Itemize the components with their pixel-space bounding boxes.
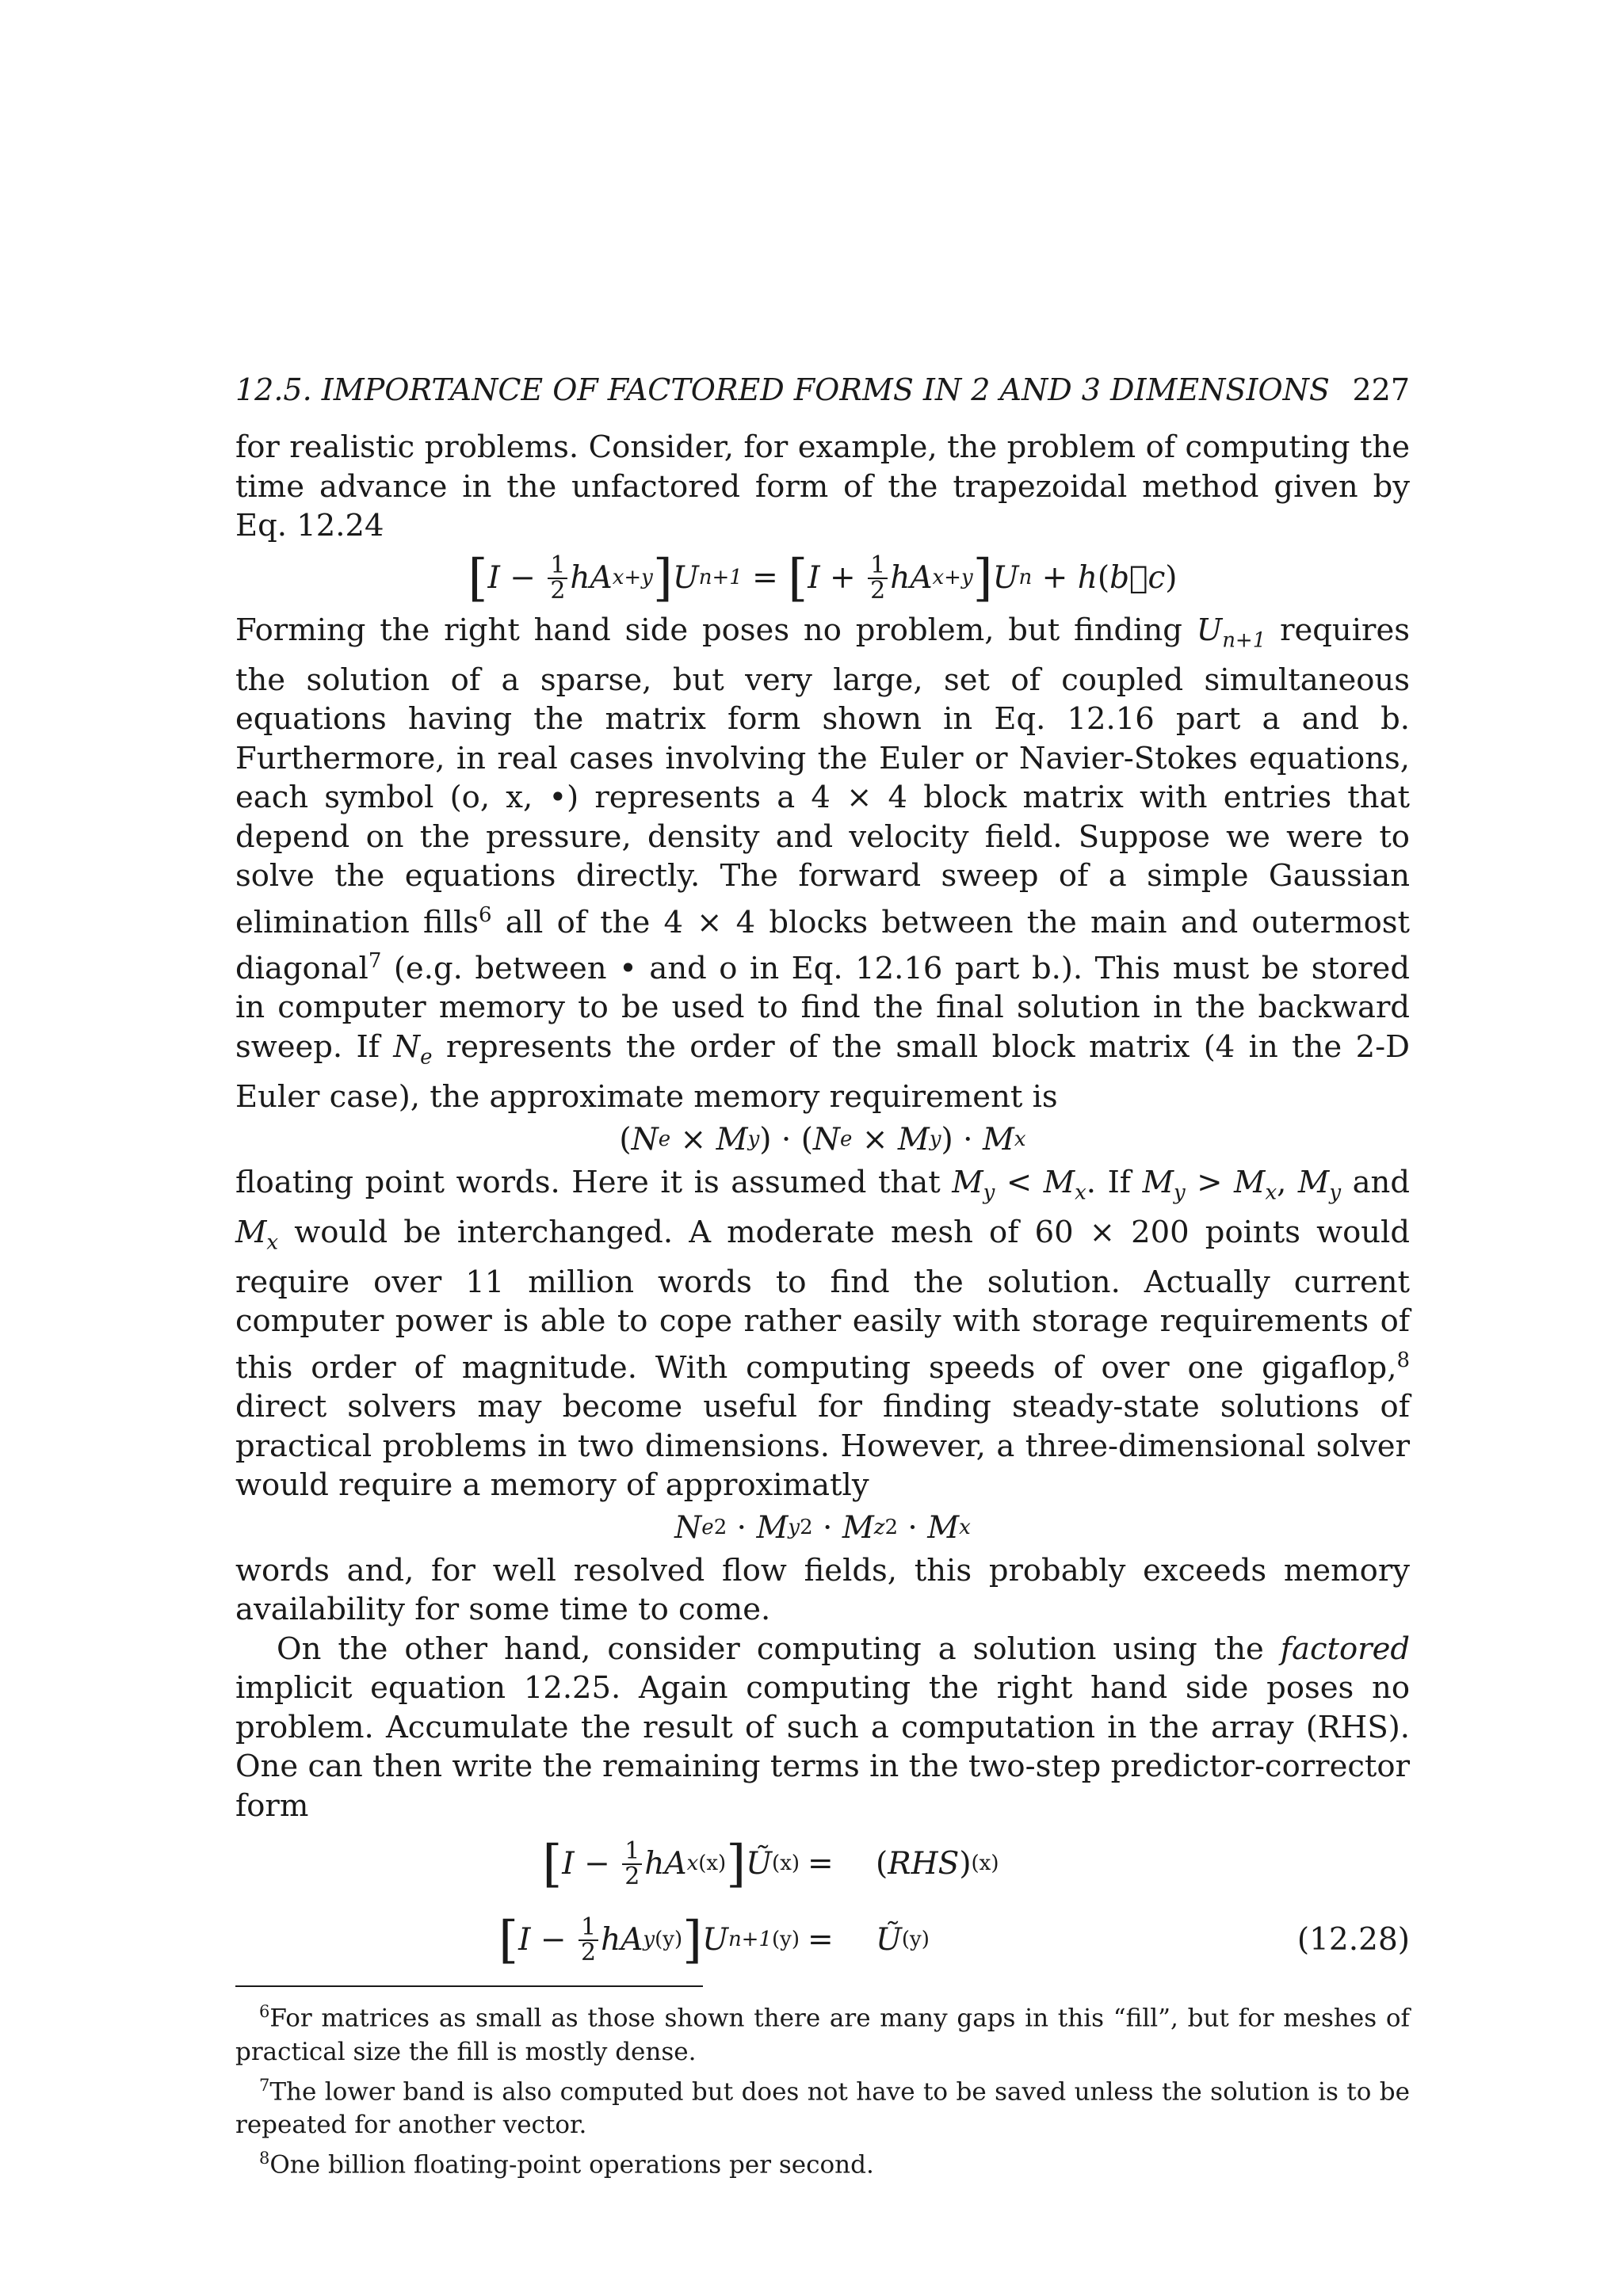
paragraph-2: Forming the right hand side poses no problem, but finding $U_{n+1}$ requires the solution of a sparse, but very large, set of coupled simultaneous equations having the matrix form shown in Eq. 12.16 part a and b. Furthermore, in real cases involving the Euler or Navier-Stokes equations, each symbol (o, x, •) represents a 4 × 4 block matrix with entries that depend on the pressure, density and velocity field. Suppose we were to solve the equations directly. The forward sweep of a simple Gaussian elimination fills$^6$ all of the 4 × 4 blocks between the main and outermost diagonal$^7$ (e.g. between • and o in Eq. 12.16 part b.). This must be stored in computer memory to be used to find the final solution in the backward sweep. If $N_e$ represents the order of the small block matrix (4 in the 2-D Euler case), the approximate memory requirement is	[235, 612, 1410, 1116]
body-text	[235, 428, 1410, 1981]
page-number: 227	[1352, 372, 1410, 407]
footnote-rule	[235, 1985, 703, 1987]
footnote-8: $^8$One billion floating-point operations per second.	[259, 2148, 874, 2180]
paragraph-3: floating point words. Here it is assumed that $M_y < M_x$. If $M_y > M_x$, $M_y$ and $M_x$ would be interchanged. A moderate mesh of 60 × 200 points would require over 11 million words to find the solution. Actually current computer power is able to cope rather easily with storage requirements of this order of magnitude. With computing speeds of over one gigaflop,$^8$ direct solvers may become useful for finding steady-state solutions of practical problems in two dimensions. However, a three-dimensional solver would require a memory of approximatly	[235, 1164, 1410, 1504]
footnotes	[235, 1995, 1410, 2181]
running-header	[235, 372, 1410, 428]
footnote-6: $^6$For matrices as small as those shown there are many gaps in this “fill”, but for meshes of practical size the fill is mostly dense.	[235, 2002, 1410, 2066]
equation-trapezoidal: [ I − $\frac{1}{2}$ hA x+y ] U n+1 = [ I + $\frac{1}{2}$ hA x+y ] U n + h ( b⃗c )	[468, 548, 1178, 608]
footnote-7: $^7$The lower band is also computed but does not have to be saved unless the solution is to be repeated for another vector.	[235, 2075, 1410, 2139]
paragraph-1: for realistic problems. Consider, for example, the problem of computing the time advance in the unfactored form of the trapezoidal method given by Eq. 12.24	[235, 429, 1410, 543]
equation-system-12-28: [ I − $\frac{1}{2}$ hA x (x) ] Ũ (x) = ( RHS ) (x) [ I − $\frac{1}{2}$ hA y (y) ] U n+1 (y) = Ũ (y) (12.28)	[235, 1832, 1410, 1981]
section-title: 12.5. IMPORTANCE OF FACTORED FORMS IN 2 AND 3 DIMENSIONS	[235, 372, 1330, 407]
equation-number: (12.28)	[1296, 1922, 1410, 1958]
paragraph-5: On the other hand, consider computing a solution using the factored implicit equation 12.25. Again computing the right hand side poses no problem. Accumulate the result of such a computation in the array (RHS). One can then write the remaining terms in the two-step predictor-corrector form	[235, 1630, 1410, 1824]
paragraph-4: words and, for well resolved flow fields, this probably exceeds memory availability for some time to come.	[235, 1552, 1410, 1628]
equation-memory-3d: N e 2 · M y 2 · M z 2 · M x	[674, 1509, 971, 1546]
equation-memory-2d: ( N e × M y ) · ( N e × M y ) · M x	[619, 1121, 1026, 1158]
page	[235, 372, 1410, 2181]
